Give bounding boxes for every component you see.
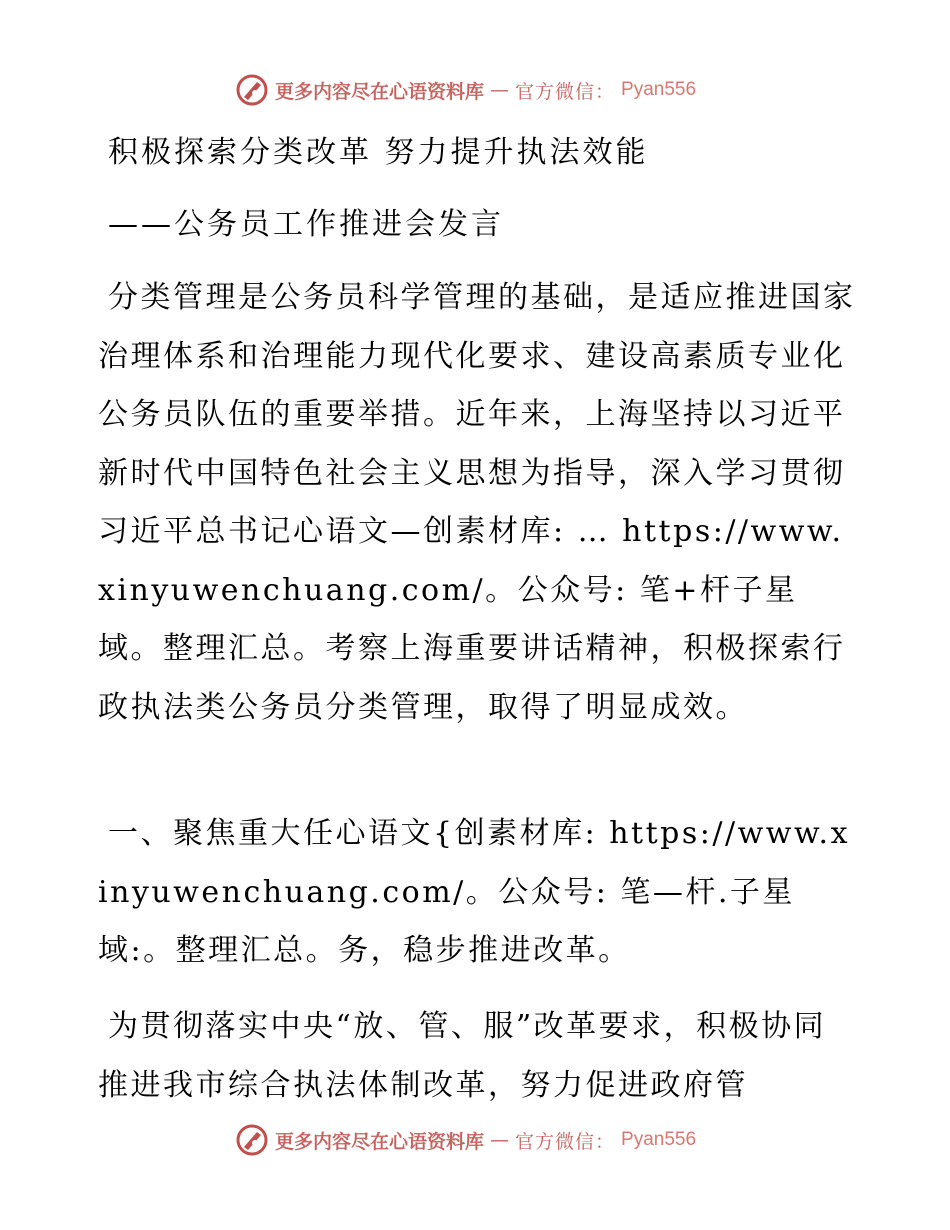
header-watermark [235, 70, 696, 110]
paragraph: 为贯彻落实中央“放、管、服”改革要求，积极协同推进我市综合执法体制改革，努力促进政府管 [98, 1009, 827, 1103]
watermark-dash: — [490, 79, 510, 101]
watermark-text: 更多内容尽在心语资料库 [275, 1130, 485, 1153]
pen-seal-logo-icon [235, 1123, 269, 1157]
pen-seal-logo-icon [235, 73, 269, 107]
document-subtitle: ——公务员工作推进会发言 [108, 207, 504, 242]
watermark-wechat-id: Pyan556 [621, 79, 697, 100]
watermark-official-label: 官方微信： [515, 80, 616, 103]
watermark-official-label: 官方微信： [515, 1130, 616, 1153]
paragraph: 一、聚焦重大任心语文{创素材库: https://www.xinyuwenchuang.com/。公众号: 笔—杆.子星域:。整理汇总。务，稳步推进改革。 [98, 816, 851, 968]
document-title: 积极探索分类改革 努力提升执法效能 [108, 135, 649, 170]
watermark-text: 更多内容尽在心语资料库 [275, 80, 485, 103]
watermark-wechat-id: Pyan556 [621, 1129, 697, 1150]
paragraph: 分类管理是公务员科学管理的基础，是适应推进国家治理体系和治理能力现代化要求、建设高素质专业化公务员队伍的重要举措。近年来，上海坚持以习近平新时代中国特色社会主义思想为指导，深入学习贯彻习近平总书记心语文—创素材库: … https://www.xinyuwenchuang.com/。公众号: 笔+杆子星域。整理汇总。考察上海重要讲话精神，积极探索行政执法类公务员分类管理，取得了明显成效。 [98, 280, 856, 725]
watermark-dash: — [490, 1129, 510, 1151]
footer-watermark [235, 1120, 696, 1160]
